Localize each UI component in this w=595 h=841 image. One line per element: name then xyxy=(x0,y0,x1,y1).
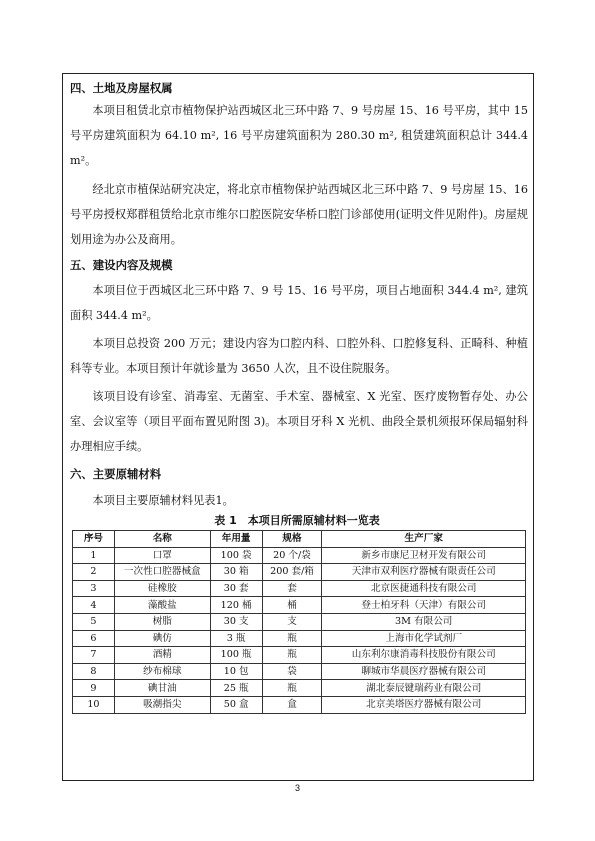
cell-index: 6 xyxy=(73,630,115,647)
cell-name: 吸潮指尖 xyxy=(114,696,210,713)
col-header-index: 序号 xyxy=(73,531,115,548)
cell-index: 5 xyxy=(73,613,115,630)
cell-spec: 20 个/袋 xyxy=(262,547,322,564)
cell-index: 10 xyxy=(73,696,115,713)
cell-spec: 桶 xyxy=(262,597,322,614)
cell-spec: 套 xyxy=(262,580,322,597)
table-row xyxy=(73,647,526,664)
table-title: 表 1 本项目所需原辅材料一览表 xyxy=(214,514,380,527)
section5-heading: 五、建设内容及规模 xyxy=(70,258,173,272)
section4-paragraph-1: 本项目租赁北京市植物保护站西城区北三环中路 7、9 号房屋 15、16 号平房，其中 15 号平房建筑面积为 64.10 m², 16 号平房建筑面积为 280.30 m², 租赁建筑面积总计 344.4 m²。 xyxy=(70,104,528,167)
table-row xyxy=(73,613,526,630)
cell-spec: 瓶 xyxy=(262,680,322,697)
cell-manufacturer: 聊城市华晨医疗器械有限公司 xyxy=(322,663,526,680)
cell-manufacturer: 新乡市康尼卫材开发有限公司 xyxy=(322,547,526,564)
table-row xyxy=(73,630,526,647)
cell-index: 3 xyxy=(73,580,115,597)
cell-index: 4 xyxy=(73,597,115,614)
table-row xyxy=(73,597,526,614)
col-header-spec: 规格 xyxy=(262,531,322,548)
cell-index: 9 xyxy=(73,680,115,697)
cell-manufacturer: 山东利尔康消毒科技股份有限公司 xyxy=(322,647,526,664)
table-row xyxy=(73,680,526,697)
section5-paragraph-3: 该项目设有诊室、消毒室、无菌室、手术室、器械室、X 光室、医疗废物暂存处、办公室、会议室等（项目平面布置见附图 3)。本项目牙科 X 光机、曲段全景机须报环保局辐射科办理相应手续。 xyxy=(70,390,528,453)
table-header-row xyxy=(73,531,526,548)
cell-name: 藻酸盐 xyxy=(114,597,210,614)
col-header-name: 名称 xyxy=(114,531,210,548)
materials-table xyxy=(72,530,526,714)
cell-annual-usage: 50 盒 xyxy=(210,696,262,713)
section5-paragraph-2: 本项目总投资 200 万元；建设内容为口腔内科、口腔外科、口腔修复科、正畸科、种植科等专业。本项目预计年就诊量为 3650 人次，且不设住院服务。 xyxy=(70,337,528,375)
page-number: 3 xyxy=(294,783,300,793)
cell-spec: 盒 xyxy=(262,696,322,713)
table-row xyxy=(73,663,526,680)
cell-spec: 瓶 xyxy=(262,630,322,647)
section4-paragraph-2: 经北京市植保站研究决定，将北京市植物保护站西城区北三环中路 7、9 号房屋 15、16 号平房授权郑群租赁给北京市维尔口腔医院安华桥口腔门诊部使用(证明文件见附件)。房屋规划用途为办公及商用。 xyxy=(70,183,528,246)
cell-name: 硅橡胶 xyxy=(114,580,210,597)
cell-manufacturer: 上海市化学试剂厂 xyxy=(322,630,526,647)
cell-name: 碘甘油 xyxy=(114,680,210,697)
cell-manufacturer: 湖北泰辰键瑞药业有限公司 xyxy=(322,680,526,697)
table-row xyxy=(73,696,526,713)
cell-manufacturer: 北京美塔医疗器械有限公司 xyxy=(322,696,526,713)
cell-name: 酒精 xyxy=(114,647,210,664)
cell-index: 1 xyxy=(73,547,115,564)
cell-annual-usage: 25 瓶 xyxy=(210,680,262,697)
cell-spec: 支 xyxy=(262,613,322,630)
table-row xyxy=(73,547,526,564)
section4-heading: 四、土地及房屋权属 xyxy=(70,81,173,95)
table-row xyxy=(73,564,526,581)
cell-name: 口罩 xyxy=(114,547,210,564)
section6-heading: 六、主要原辅材料 xyxy=(70,467,162,481)
cell-annual-usage: 120 桶 xyxy=(210,597,262,614)
document-body xyxy=(70,78,528,714)
cell-manufacturer: 北京医捷通科技有限公司 xyxy=(322,580,526,597)
cell-spec: 袋 xyxy=(262,663,322,680)
cell-name: 一次性口腔器械盒 xyxy=(114,564,210,581)
cell-manufacturer: 3M 有限公司 xyxy=(322,613,526,630)
cell-annual-usage: 10 包 xyxy=(210,663,262,680)
cell-annual-usage: 30 箱 xyxy=(210,564,262,581)
section6-intro: 本项目主要原辅材料见表1。 xyxy=(92,494,234,507)
cell-name: 碘仿 xyxy=(114,630,210,647)
cell-spec: 瓶 xyxy=(262,647,322,664)
cell-annual-usage: 3 瓶 xyxy=(210,630,262,647)
cell-annual-usage: 30 套 xyxy=(210,580,262,597)
cell-index: 2 xyxy=(73,564,115,581)
cell-manufacturer: 天津市双利医疗器械有限责任公司 xyxy=(322,564,526,581)
col-header-manufacturer: 生产厂家 xyxy=(322,531,526,548)
col-header-annual-usage: 年用量 xyxy=(210,531,262,548)
section5-paragraph-1: 本项目位于西城区北三环中路 7、9 号 15、16 号平房，项目占地面积 344.4 m², 建筑面积 344.4 m²。 xyxy=(70,284,528,322)
cell-name: 树脂 xyxy=(114,613,210,630)
cell-manufacturer: 登士柏牙科（天津）有限公司 xyxy=(322,597,526,614)
cell-annual-usage: 30 支 xyxy=(210,613,262,630)
cell-spec: 200 套/箱 xyxy=(262,564,322,581)
cell-annual-usage: 100 瓶 xyxy=(210,647,262,664)
cell-index: 7 xyxy=(73,647,115,664)
cell-index: 8 xyxy=(73,663,115,680)
cell-name: 纱布棉球 xyxy=(114,663,210,680)
cell-annual-usage: 100 袋 xyxy=(210,547,262,564)
table-row xyxy=(73,580,526,597)
